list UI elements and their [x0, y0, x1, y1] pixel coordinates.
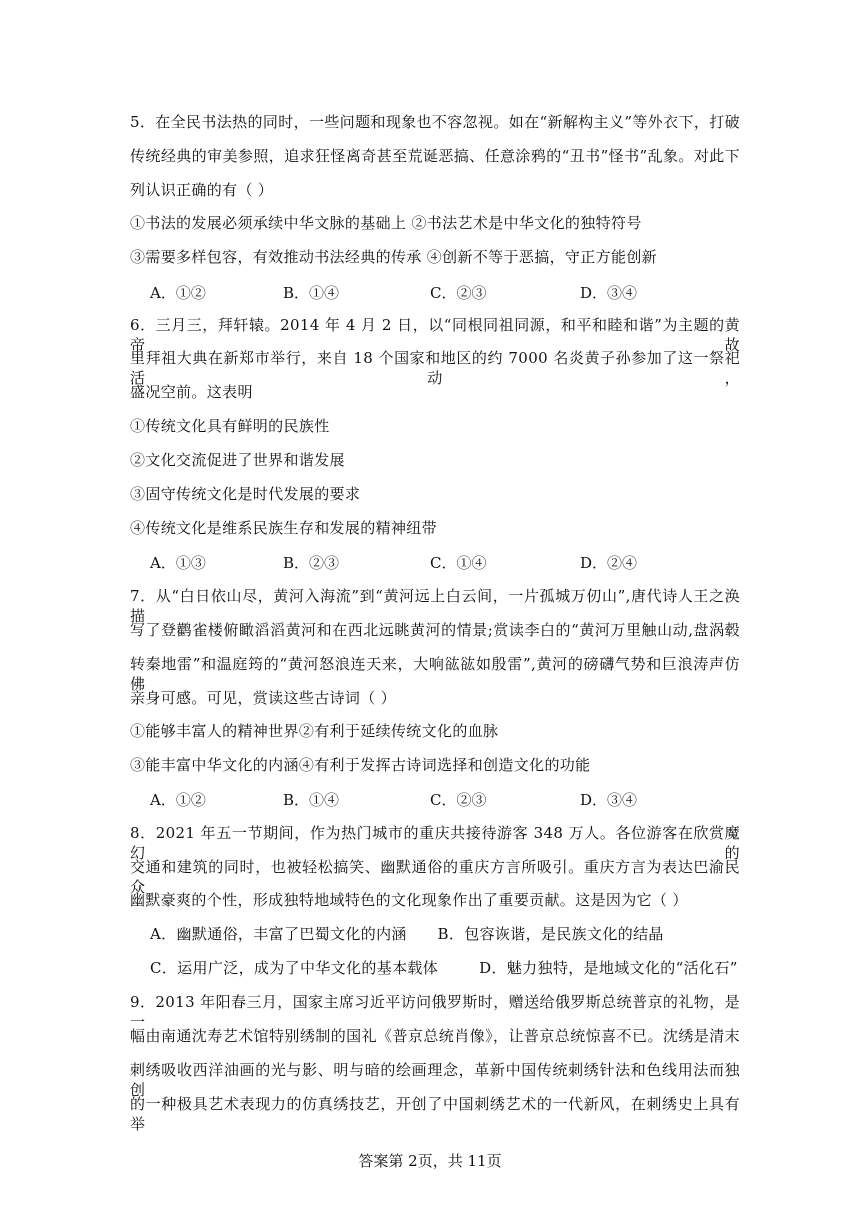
q7-stem-line-3: 转秦地雷”和温庭筠的“黄河怒浪连天来，大响谹谹如殷雷”,黄河的磅礴气势和巨浪涛声仿佛: [130, 655, 740, 693]
q5-options: [150, 282, 710, 302]
q5-stem-line-1: 5．在全民书法热的同时，一些问题和现象也不容忽视。如在“新解构主义”等外衣下，打破: [130, 113, 740, 131]
q9-stem-line-2: 幅由南通沈寿艺术馆特别绣制的国礼《普京总统肖像》，让普京总统惊喜不已。沈绣是清末: [130, 1027, 740, 1045]
q5-statement-3-4: ③需要多样包容，有效推动书法经典的传承 ④创新不等于恶搞，守正方能创新: [130, 248, 658, 266]
q5-stem-line-3: 列认识正确的有（ ）: [130, 181, 274, 199]
q7-statement-3-4: ③能丰富中华文化的内涵④有利于发挥古诗词选择和创造文化的功能: [130, 756, 591, 774]
q8-stem-line-2: 交通和建筑的同时，也被轻松搞笑、幽默通俗的重庆方言所吸引。重庆方言为表达巴渝民众: [130, 858, 740, 896]
q7-options: [150, 789, 710, 809]
q6-option-d[interactable]: D．②④: [580, 554, 638, 572]
q7-option-a[interactable]: A．①②: [150, 791, 206, 809]
q6-option-a[interactable]: A．①③: [150, 554, 206, 572]
q7-stem-line-1: 7．从“白日依山尽，黄河入海流”到“黄河远上白云间，一片孤城万仞山”,唐代诗人王之涣描: [130, 587, 740, 625]
q7-stem-line-2: 写了登鹳雀楼俯瞰滔滔黄河和在西北远眺黄河的情景;赏读李白的“黄河万里触山动,盘涡毂: [130, 621, 740, 639]
page-footer: 答案第 2页，共 11页: [358, 1152, 502, 1170]
q8-options-a-b[interactable]: A．幽默通俗，丰富了巴蜀文化的内涵 B．包容诙谐，是民族文化的结晶: [150, 925, 664, 943]
q8-options-c-d[interactable]: C．运用广泛，成为了中华文化的基本载体 D．魅力独特，是地域文化的“活化石”: [150, 959, 738, 977]
q9-stem-line-1: 9．2013 年阳春三月，国家主席习近平访问俄罗斯时，赠送给俄罗斯总统普京的礼物，是一: [130, 993, 740, 1031]
q5-stem-line-2: 传统经典的审美参照，追求狂怪离奇甚至荒诞恶搞、任意涂鸦的“丑书”怪书”乱象。对此下: [130, 147, 740, 165]
q6-statement-4: ④传统文化是维系民族生存和发展的精神纽带: [130, 519, 438, 537]
q9-stem-line-3: 刺绣吸收西洋油画的光与影、明与暗的绘画理念，革新中国传统刺绣针法和色线用法而独创: [130, 1061, 740, 1099]
q5-option-d[interactable]: D．③④: [580, 284, 638, 302]
q6-option-b[interactable]: B．②③: [283, 554, 340, 572]
q5-option-a[interactable]: A．①②: [150, 284, 206, 302]
q6-statement-3: ③固守传统文化是时代发展的要求: [130, 485, 361, 503]
q7-stem-line-4: 亲身可感。可见，赏读这些古诗词（ ）: [130, 689, 397, 707]
q6-stem-line-2: 里拜祖大典在新郑市举行，来自 18 个国家和地区的约 7000 名炎黄子孙参加了这一祭祀活动，: [130, 349, 740, 387]
q6-option-c[interactable]: C．①④: [430, 554, 487, 572]
q6-statement-2: ②文化交流促进了世界和谐发展: [130, 451, 345, 469]
q7-option-b[interactable]: B．①④: [283, 791, 340, 809]
q6-stem-line-1: 6．三月三，拜轩辕。2014 年 4 月 2 日，以“同根同祖同源，和平和睦和谐”为主题的黄帝故: [130, 316, 740, 354]
q7-statement-1-2: ①能够丰富人的精神世界②有利于延续传统文化的血脉: [130, 722, 499, 740]
q6-statement-1: ①传统文化具有鲜明的民族性: [130, 417, 330, 435]
q6-options: [150, 552, 710, 572]
q6-stem-line-3: 盛况空前。这表明: [130, 383, 253, 401]
q7-option-d[interactable]: D．③④: [580, 791, 638, 809]
q7-option-c[interactable]: C．②③: [430, 791, 487, 809]
q5-option-b[interactable]: B．①④: [283, 284, 340, 302]
q5-option-c[interactable]: C．②③: [430, 284, 487, 302]
q9-stem-line-4: 的一种极具艺术表现力的仿真绣技艺，开创了中国刺绣艺术的一代新风，在刺绣史上具有举: [130, 1095, 740, 1133]
q5-statement-1-2: ①书法的发展必须承续中华文脉的基础上 ②书法艺术是中华文化的独特符号: [130, 214, 642, 232]
q8-stem-line-1: 8．2021 年五一节期间，作为热门城市的重庆共接待游客 348 万人。各位游客在欣赏魔幻的: [130, 824, 740, 862]
q8-stem-line-3: 幽默豪爽的个性，形成独特地域特色的文化现象作出了重要贡献。这是因为它（ ）: [130, 891, 688, 909]
